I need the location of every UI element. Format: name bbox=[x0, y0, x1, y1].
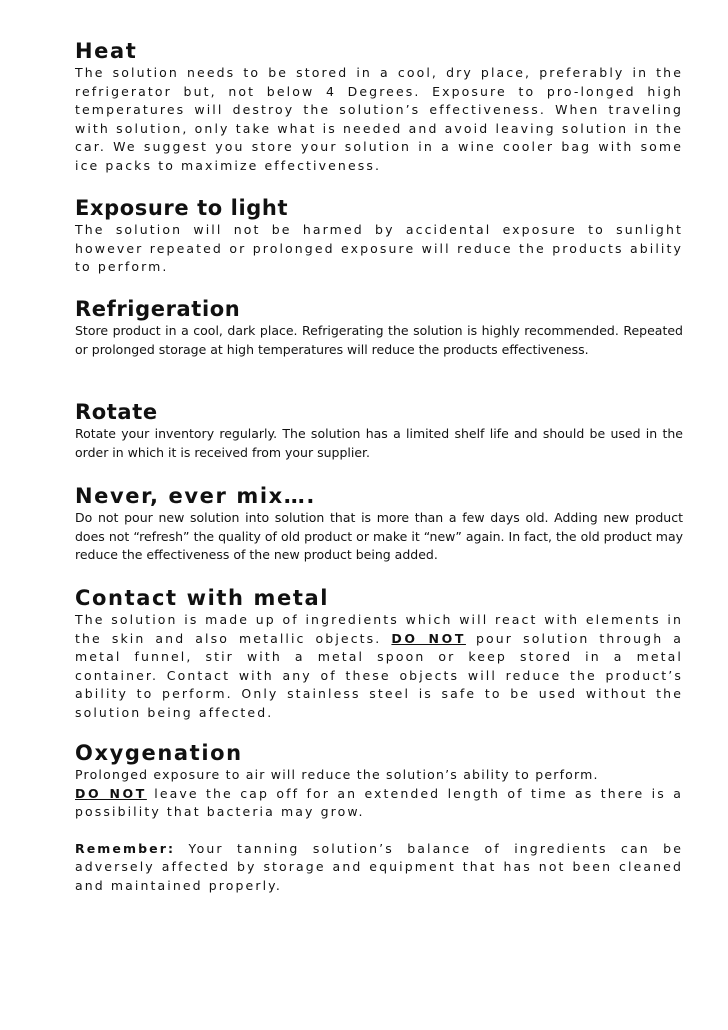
paragraph-gap bbox=[75, 822, 683, 840]
section-body: Rotate your inventory regularly. The solution has a limited shelf life and should be used in the order in which it is received from your supplier. bbox=[75, 426, 683, 460]
section-body: The solution will not be harmed by accidental exposure to sunlight however repeated or prolonged exposure will reduce the products ability to perform. bbox=[75, 222, 683, 274]
section-heading: Oxygenation bbox=[75, 741, 243, 765]
section-body: Do not pour new solution into solution that is more than a few days old. Adding new product does not “refresh” the quality of old product or make it “new” again. In fact, the old product may reduce the effectiveness of the new product being added. bbox=[75, 510, 683, 562]
section-heading: Heat bbox=[75, 39, 138, 63]
section-heading: Refrigeration bbox=[75, 297, 241, 321]
remember-label: Remember: bbox=[75, 840, 176, 856]
section-refrigeration bbox=[75, 296, 683, 359]
section-body: The solution needs to be stored in a cool, dry place, preferably in the refrigerator but, not below 4 Degrees. Exposure to pro-longed high temperatures will destroy the solution’s effectiveness. When traveling with solution, only take what is needed and avoid leaving solution in the car. We suggest you store your solution in a wine cooler bag with some ice packs to maximize effectiveness. bbox=[75, 65, 683, 173]
oxygenation-line-1: Prolonged exposure to air will reduce the solution’s ability to perform. bbox=[75, 767, 599, 782]
section-rotate bbox=[75, 399, 683, 462]
section-body bbox=[75, 611, 683, 722]
section-heading: Never, ever mix…. bbox=[75, 484, 316, 508]
section-contact-with-metal bbox=[75, 585, 683, 722]
do-not-emphasis: DO NOT bbox=[75, 785, 147, 801]
section-exposure-to-light bbox=[75, 195, 683, 277]
section-heading: Exposure to light bbox=[75, 196, 289, 220]
body-text: leave the cap off for an extended length of time as there is a possibility that bacteria may grow. bbox=[75, 785, 683, 819]
do-not-emphasis: DO NOT bbox=[391, 630, 466, 646]
section-never-ever-mix bbox=[75, 483, 683, 565]
section-oxygenation bbox=[75, 740, 683, 895]
oxygenation-line-2 bbox=[75, 785, 683, 822]
section-heading: Rotate bbox=[75, 400, 158, 424]
section-heading: Contact with metal bbox=[75, 586, 330, 610]
remember-text: Your tanning solution’s balance of ingredients can be adversely affected by storage and equipment that has not been cleaned and maintained properly. bbox=[75, 840, 683, 893]
section-body: Store product in a cool, dark place. Refrigerating the solution is highly recommended. Repeated or prolonged storage at high temperatures will reduce the products effectiveness. bbox=[75, 323, 683, 357]
remember-paragraph bbox=[75, 840, 683, 896]
section-heat bbox=[75, 38, 683, 175]
body-text-before: The solution is made up of ingredients which will react with elements in the skin and also metallic objects. bbox=[75, 612, 683, 646]
body-text-after: pour solution through a metal funnel, stir with a metal spoon or keep stored in a metal container. Contact with any of these objects will reduce the product’s ability to perform. Only stainless steel is safe to be used without the solution being affected. bbox=[75, 630, 684, 720]
